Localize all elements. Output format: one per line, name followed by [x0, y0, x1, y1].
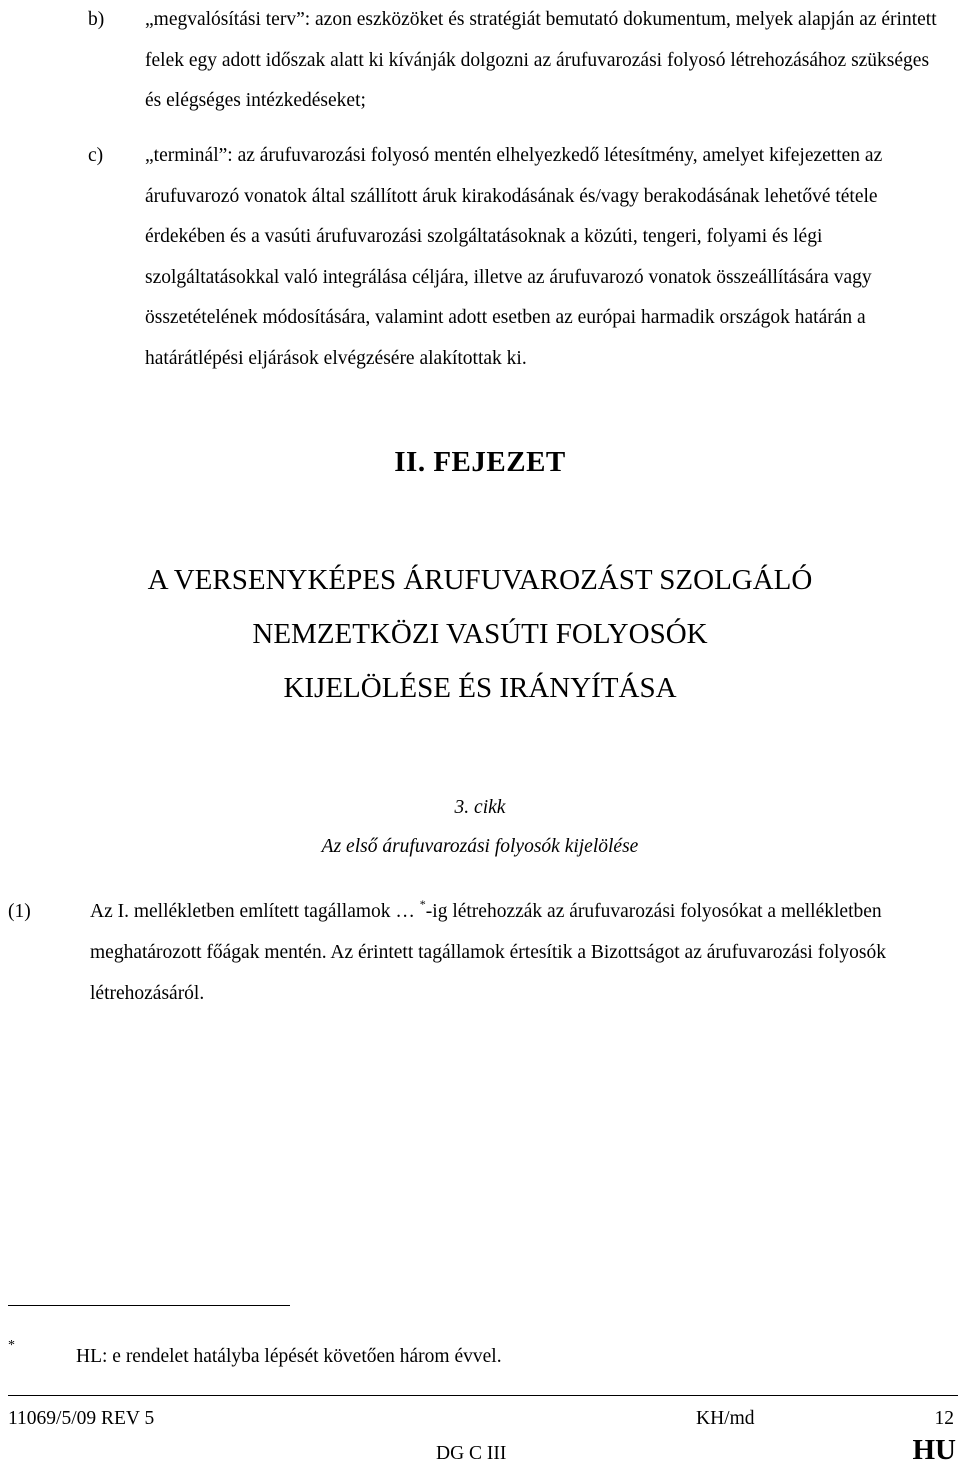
- chapter-title-line: A VERSENYKÉPES ÁRUFUVAROZÁST SZOLGÁLÓ: [147, 564, 813, 596]
- footer-initials: KH/md: [696, 1408, 755, 1429]
- list-item-label: b): [88, 9, 105, 30]
- paragraph-text-end: -ig létrehozzák az árufuvarozási folyosókat a mellékletben meghatározott főágak mentén. Az érintett tagállamok értesítik a Bizottságot az árufuvarozási folyosók létrehozásáról.: [90, 901, 886, 1004]
- footnote-text: HL: e rendelet hatályba lépését követően három évvel.: [76, 1346, 502, 1367]
- footer-divider: [8, 1395, 958, 1396]
- footer-document-reference: 11069/5/09 REV 5: [8, 1408, 155, 1429]
- chapter-number: II. FEJEZET: [394, 446, 566, 478]
- footer-language-code: HU: [912, 1434, 956, 1466]
- list-item-text: „terminál”: az árufuvarozási folyosó mentén elhelyezkedő létesítmény, amelyet kifejezetten az árufuvarozó vonatok által szállított áruk kirakodásának és/vagy berakodásának lehetővé tétele érdekében és a vasúti árufuvarozási szolgáltatásoknak a közúti, tengeri, folyami és légi szolgáltatásokkal való integrálása céljára, illetve az árufuvarozó vonatok összeállítására vagy összetételének módosítására, valamint adott esetben az európai harmadik országok határán a határátlépési eljárások elvégzésére alakítottak ki.: [145, 145, 883, 369]
- footnote-divider: [8, 1305, 290, 1306]
- footer-page-number: 12: [934, 1408, 954, 1429]
- footnote-reference[interactable]: *: [419, 897, 426, 911]
- chapter-title-line: NEMZETKÖZI VASÚTI FOLYOSÓK: [252, 618, 708, 650]
- article-number: 3. cikk: [454, 797, 506, 818]
- list-item-text: „megvalósítási terv”: azon eszközöket és stratégiát bemutató dokumentum, melyek alapján az érintett felek egy adott időszak alatt ki kívánják dolgozni az árufuvarozási folyosó létrehozásához szükséges és elégséges intézkedéseket;: [145, 9, 937, 111]
- footer-directorate: DG C III: [436, 1443, 507, 1464]
- paragraph-text: [90, 891, 948, 1014]
- chapter-title-line: KIJELÖLÉSE ÉS IRÁNYÍTÁSA: [283, 672, 677, 704]
- article-title: Az első árufuvarozási folyosók kijelölése: [321, 836, 639, 857]
- footnote-mark: *: [8, 1338, 15, 1353]
- chapter-title: [0, 553, 960, 715]
- paragraph-text-start: Az I. mellékletben említett tagállamok …: [90, 901, 420, 922]
- paragraph-label: (1): [8, 901, 31, 922]
- list-item-label: c): [88, 145, 104, 166]
